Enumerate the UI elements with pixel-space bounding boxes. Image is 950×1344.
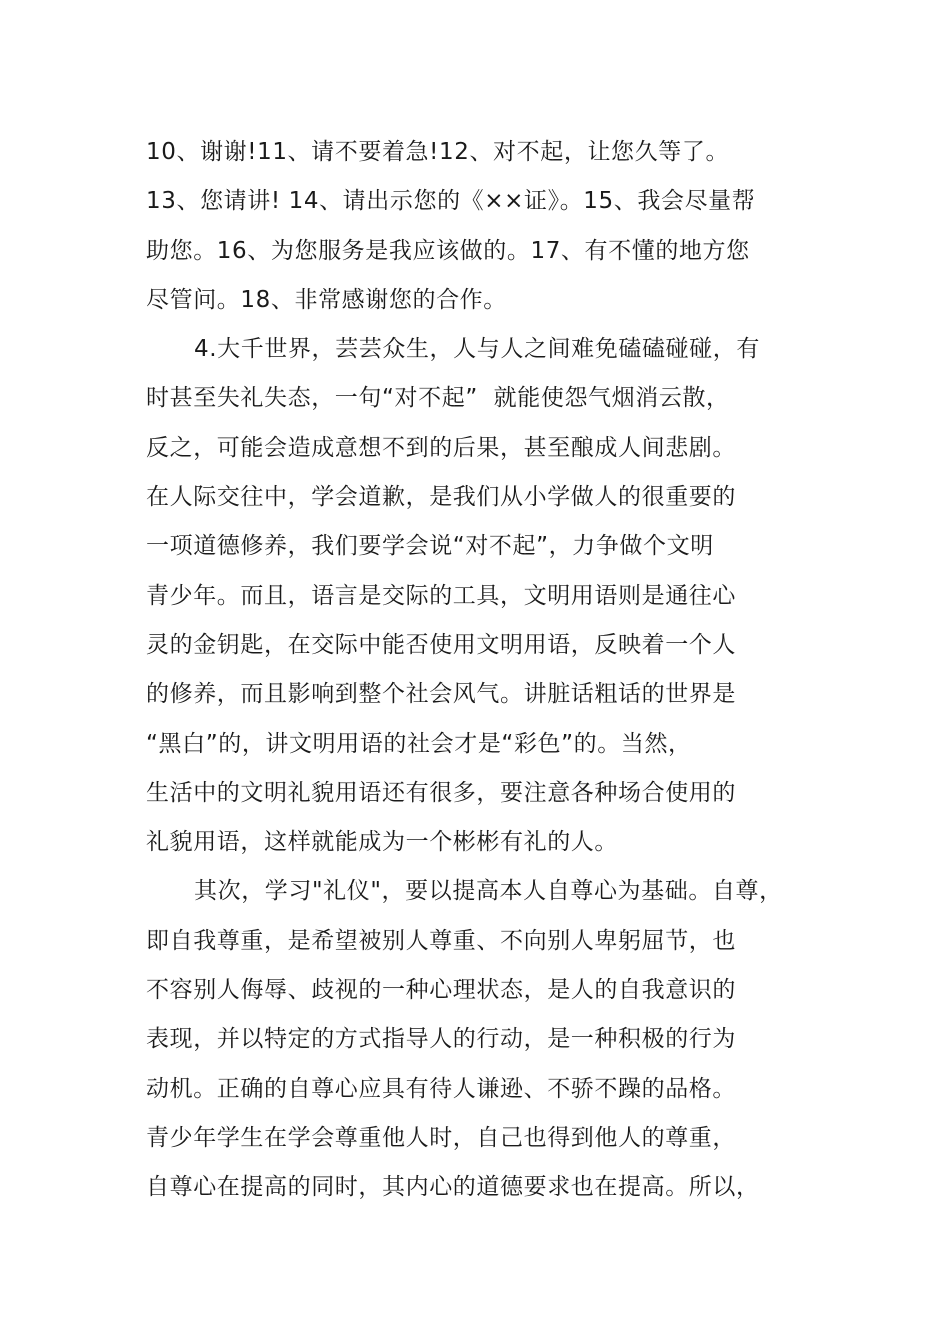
text-line: 在人际交往中，学会道歉，是我们从小学做人的很重要的 [146,484,736,511]
body-text [146,128,836,1213]
text-line: 礼貌用语，这样就能成为一个彬彬有礼的人。 [146,829,618,856]
text-line: 自尊心在提高的同时，其内心的道德要求也在提高。所以， [146,1174,760,1201]
text-line: 时甚至失礼失态，一句“对不起” 就能使怨气烟消云散， [146,385,730,412]
text-line: 青少年。而且，语言是交际的工具，文明用语则是通往心 [146,582,736,609]
text-line: 灵的金钥匙，在交际中能否使用文明用语，反映着一个人 [146,631,736,658]
text-line: 青少年学生在学会尊重他人时，自己也得到他人的尊重， [146,1124,736,1151]
text-line: 反之，可能会造成意想不到的后果，甚至酿成人间悲剧。 [146,434,736,461]
text-line: 10、谢谢!11、请不要着急!12、对不起，让您久等了。 [146,139,730,165]
paragraph-first-line: 其次，学习"礼仪"，要以提高本人自尊心为基础。自尊， [194,878,783,905]
text-line: 尽管问。18、非常感谢您的合作。 [146,286,507,313]
text-line: 的修养，而且影响到整个社会风气。讲脏话粗话的世界是 [146,681,736,708]
paragraph-first-line: 4.大千世界，芸芸众生，人与人之间难免磕磕碰碰，有 [194,336,760,363]
text-line: 一项道德修养，我们要学会说“对不起”，力争做个文明 [146,533,714,560]
text-line: “黑白”的，讲文明用语的社会才是“彩色”的。当然， [146,730,692,757]
text-line: 13、您请讲! 14、请出示您的《××证》。15、我会尽量帮 [146,188,756,215]
text-line: 助您。16、为您服务是我应该做的。17、有不懂的地方您 [146,237,750,264]
text-line: 即自我尊重，是希望被别人尊重、不向别人卑躬屈节，也 [146,927,736,954]
text-line: 生活中的文明礼貌用语还有很多，要注意各种场合使用的 [146,779,736,806]
text-line: 表现，并以特定的方式指导人的行动，是一种积极的行为 [146,1026,736,1053]
text-line: 动机。正确的自尊心应具有待人谦逊、不骄不躁的品格。 [146,1075,736,1102]
text-line: 不容别人侮辱、歧视的一种心理状态，是人的自我意识的 [146,977,736,1004]
